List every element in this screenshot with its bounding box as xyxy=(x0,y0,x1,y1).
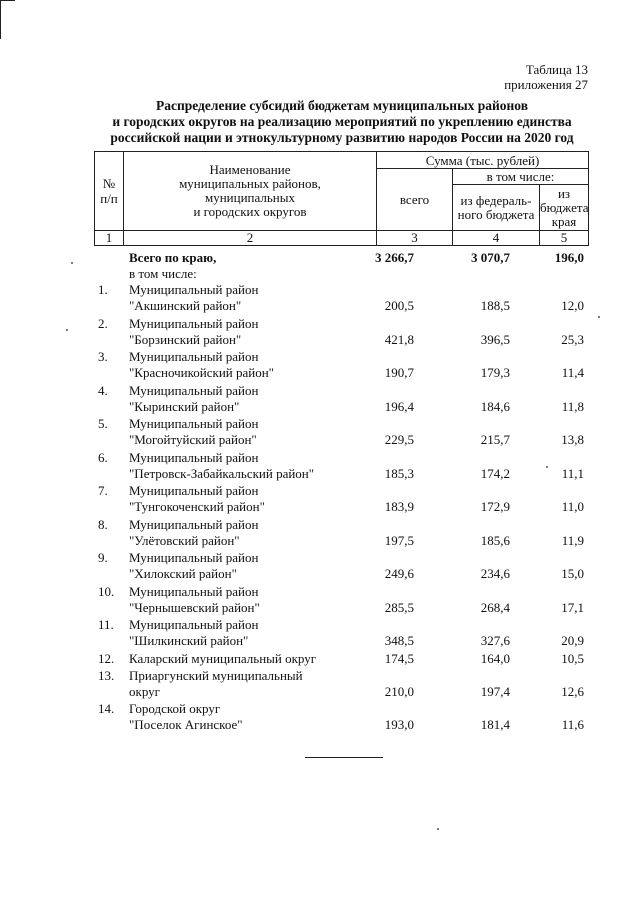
scan-speck xyxy=(598,316,600,318)
sum-federal: 327,6 xyxy=(480,633,510,648)
sum-total: 196,4 xyxy=(384,398,414,414)
scan-speck xyxy=(437,828,439,830)
header-federal: из федераль- ного бюджета xyxy=(453,185,540,231)
row-number: 6. xyxy=(98,449,108,465)
district-name xyxy=(129,517,369,549)
table-row xyxy=(94,349,588,383)
title-line-1: Распределение субсидий бюджетам муниципальных районов xyxy=(155,98,529,113)
district-name-line-2: "Тунгокоченский район" xyxy=(129,499,265,514)
appendix-number: приложения 27 xyxy=(504,77,588,92)
header-number: № п/п xyxy=(95,152,124,231)
district-name-line-1: Муниципальный район xyxy=(129,382,259,398)
row-number: 10. xyxy=(98,583,115,599)
header-total: всего xyxy=(377,169,453,231)
district-name-line-2: "Петровск-Забайкальский район" xyxy=(129,465,315,481)
table-row xyxy=(94,416,588,450)
district-name-line-2: "Красночикойский район" xyxy=(129,365,274,380)
district-name xyxy=(129,668,369,700)
table-row xyxy=(94,483,588,517)
header-regional: из бюджета края xyxy=(540,185,589,229)
column-number: 4 xyxy=(453,231,540,246)
sum-regional: 17,1 xyxy=(561,599,584,615)
sum-regional: 11,6 xyxy=(561,717,584,732)
district-name xyxy=(129,550,369,582)
total-sum: 3 266,7 xyxy=(375,250,414,265)
sum-total: 185,3 xyxy=(384,465,414,481)
total-regional: 196,0 xyxy=(554,250,584,265)
district-name-line-1: Муниципальный район xyxy=(129,449,259,465)
district-name xyxy=(129,584,369,616)
title-line-2: и городских округов на реализацию мероприятий по укреплению единства xyxy=(112,114,572,129)
district-name-line-2: "Шилкинский район" xyxy=(129,633,249,648)
header-sum: Сумма (тыс. рублей) xyxy=(377,152,589,169)
sum-federal: 174,2 xyxy=(480,465,510,481)
sum-regional: 11,9 xyxy=(561,532,584,548)
district-name-line-2: округ xyxy=(129,683,160,699)
column-number: 5 xyxy=(540,231,589,246)
sum-regional: 15,0 xyxy=(561,566,584,581)
table-number: Таблица 13 xyxy=(525,62,588,77)
table-row xyxy=(94,584,588,618)
sum-regional: 25,3 xyxy=(561,331,584,347)
sum-federal: 396,5 xyxy=(480,331,510,347)
sum-regional: 20,9 xyxy=(561,633,584,648)
district-name-line-1: Муниципальный район xyxy=(129,583,259,599)
district-rows xyxy=(94,282,588,735)
sum-total: 285,5 xyxy=(384,599,414,615)
district-name-line-2: "Хилокский район" xyxy=(129,566,237,581)
sum-regional: 12,6 xyxy=(561,683,584,699)
district-name-line-1: Муниципальный район xyxy=(129,483,259,498)
sum-total: 249,6 xyxy=(384,566,414,581)
column-number: 3 xyxy=(377,231,453,246)
district-name-line-1: Муниципальный район xyxy=(129,282,259,297)
district-name xyxy=(129,450,369,482)
sum-regional: 11,1 xyxy=(561,465,584,481)
sum-regional: 12,0 xyxy=(561,298,584,313)
district-name-line-2: "Борзинский район" xyxy=(129,331,242,347)
total-federal: 3 070,7 xyxy=(471,250,510,265)
sum-total: 183,9 xyxy=(384,499,414,514)
row-number: 8. xyxy=(98,516,108,532)
row-number: 11. xyxy=(98,617,114,632)
row-number: 9. xyxy=(98,550,108,565)
district-name-line-1: Муниципальный район xyxy=(129,550,259,565)
sum-total: 200,5 xyxy=(384,298,414,313)
sum-regional: 11,0 xyxy=(561,499,584,514)
table-row xyxy=(94,517,588,551)
row-number: 5. xyxy=(98,416,108,431)
district-name-line-1: Муниципальный район xyxy=(129,516,259,532)
end-rule xyxy=(305,757,383,758)
district-name-line-1: Муниципальный район xyxy=(129,315,259,331)
header-name: Наименование муниципальных районов, муниципальных и городских округов xyxy=(124,152,377,231)
table-row xyxy=(94,450,588,484)
sum-federal: 268,4 xyxy=(480,599,510,615)
district-name xyxy=(129,617,369,649)
table-row xyxy=(94,617,588,651)
scan-speck xyxy=(66,329,68,331)
sum-total: 197,5 xyxy=(384,532,414,548)
column-number: 2 xyxy=(124,231,377,246)
sum-federal: 181,4 xyxy=(480,717,510,732)
total-row xyxy=(94,250,588,266)
sum-regional: 11,8 xyxy=(561,398,584,414)
sum-federal: 188,5 xyxy=(480,298,510,313)
table-row xyxy=(94,550,588,584)
table-row xyxy=(94,668,588,702)
document-title xyxy=(94,98,590,146)
district-name-line-1: Приаргунский муниципальный xyxy=(129,667,303,683)
column-number: 1 xyxy=(95,231,124,246)
scan-speck xyxy=(71,262,73,264)
district-name-line-2: "Поселок Агинское" xyxy=(129,717,243,732)
district-name-line-1: Муниципальный район xyxy=(129,416,259,431)
district-name-line-1: Муниципальный район xyxy=(129,349,259,364)
district-name xyxy=(129,701,369,733)
sum-federal: 179,3 xyxy=(480,365,510,380)
district-name-line-2: "Кыринский район" xyxy=(129,398,240,414)
title-line-3: российской нации и этнокультурному развитию народов России на 2020 год xyxy=(110,130,574,145)
sum-federal: 184,6 xyxy=(480,398,510,414)
district-name xyxy=(129,316,369,348)
scan-speck xyxy=(546,466,548,468)
sum-federal: 172,9 xyxy=(480,499,510,514)
district-name xyxy=(129,483,369,515)
sum-total: 348,5 xyxy=(384,633,414,648)
sum-federal: 164,0 xyxy=(480,650,510,666)
sum-total: 229,5 xyxy=(384,432,414,447)
sum-federal: 215,7 xyxy=(480,432,510,447)
row-number: 3. xyxy=(98,349,108,364)
row-number: 13. xyxy=(98,667,115,683)
sum-federal: 197,4 xyxy=(480,683,510,699)
district-name xyxy=(129,416,369,448)
row-number: 4. xyxy=(98,382,108,398)
district-name-line-1: Каларский муниципальный округ xyxy=(129,650,317,666)
sum-total: 421,8 xyxy=(384,331,414,347)
row-number: 14. xyxy=(98,701,115,716)
sum-regional: 11,4 xyxy=(561,365,584,380)
district-name-line-1: Муниципальный район xyxy=(129,617,259,632)
row-number: 2. xyxy=(98,315,108,331)
row-number: 7. xyxy=(98,483,108,498)
district-name xyxy=(129,349,369,381)
header-including: в том числе: xyxy=(453,169,589,185)
sum-federal: 234,6 xyxy=(480,566,510,581)
district-name xyxy=(129,383,369,415)
page-corner-mark xyxy=(0,0,15,39)
district-name-line-2: "Могойтуйский район" xyxy=(129,432,257,447)
sum-total: 174,5 xyxy=(384,650,414,666)
table-row xyxy=(94,701,588,735)
table-header xyxy=(94,151,589,246)
table-row xyxy=(94,651,588,668)
district-name-line-2: "Чернышевский район" xyxy=(129,599,260,615)
table-reference xyxy=(504,62,588,92)
total-label: Всего по краю, xyxy=(129,250,217,265)
table-body xyxy=(94,250,588,735)
sum-federal: 185,6 xyxy=(480,532,510,548)
district-name-line-1: Городской округ xyxy=(129,701,221,716)
table-row xyxy=(94,282,588,316)
sum-total: 210,0 xyxy=(384,683,414,699)
row-number: 12. xyxy=(98,650,115,666)
district-name xyxy=(129,282,369,314)
district-name xyxy=(129,651,369,667)
including-label: в том числе: xyxy=(129,266,197,281)
table-row xyxy=(94,383,588,417)
sum-total: 190,7 xyxy=(384,365,414,380)
district-name-line-2: "Акшинский район" xyxy=(129,298,242,313)
sum-regional: 13,8 xyxy=(561,432,584,447)
sum-total: 193,0 xyxy=(384,717,414,732)
table-row xyxy=(94,316,588,350)
sum-regional: 10,5 xyxy=(561,650,584,666)
row-number: 1. xyxy=(98,282,108,297)
district-name-line-2: "Улётовский район" xyxy=(129,532,240,548)
including-row xyxy=(94,266,588,282)
